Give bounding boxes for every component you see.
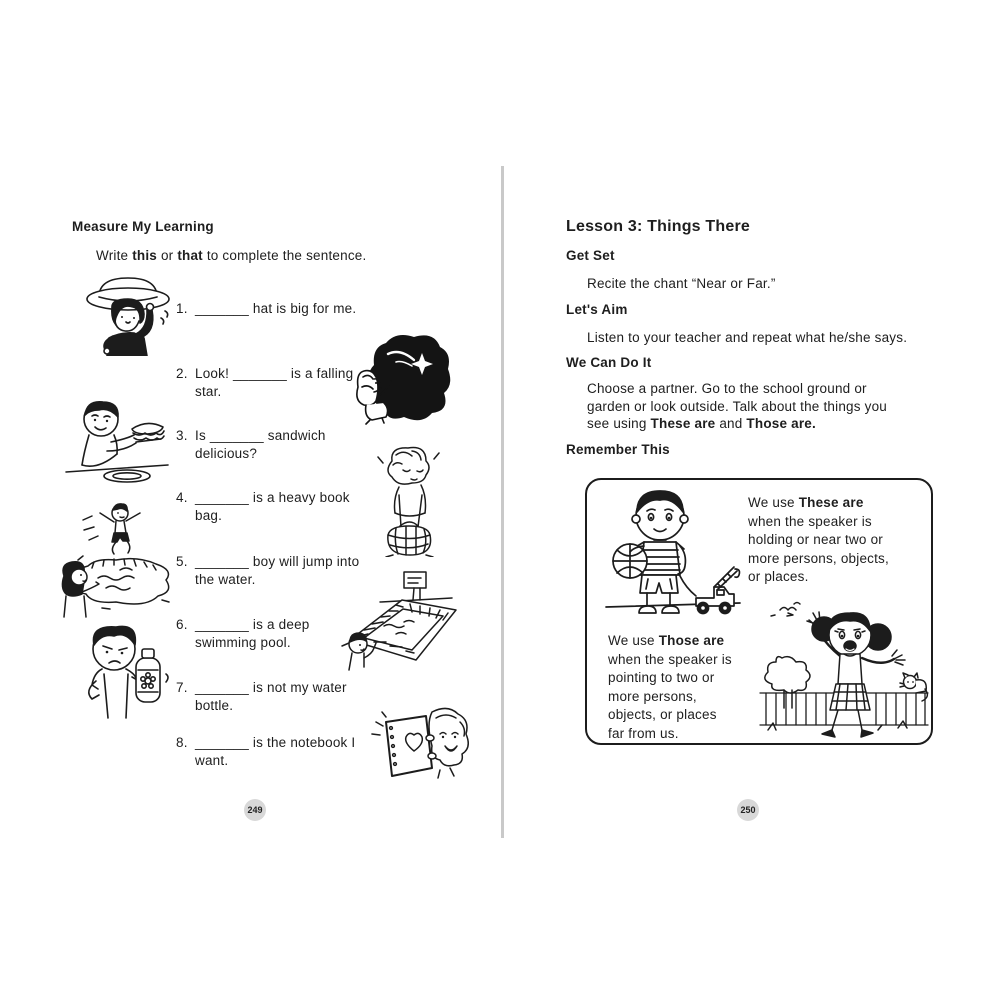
instruction-bold-this: this (132, 248, 158, 263)
illustration-girl-showing-notebook (370, 704, 470, 782)
body-text: Choose a partner. Go to the school ground or garden or look outside. Talk about the things you see using (587, 381, 887, 431)
item-text: _______ is not my water bottle. (195, 680, 347, 713)
item-text: Is _______ sandwich delicious? (195, 428, 326, 461)
exercise-instruction (96, 247, 366, 265)
these-are-rule (748, 494, 898, 587)
section-heading-get-set: Get Set (566, 248, 615, 263)
illustration-swimming-pool-with-sign (340, 560, 462, 672)
illustration-girl-near-fence-tree-and-cat (758, 596, 930, 744)
item-number: 6. (176, 617, 188, 632)
page-divider-line (501, 166, 504, 838)
get-set-body: Recite the chant “Near or Far.” (587, 276, 776, 291)
instruction-text: to complete the sentence. (202, 248, 367, 263)
item-text: _______ is the notebook I want. (195, 735, 356, 768)
page-number-badge-right: 250 (737, 799, 759, 821)
section-heading-remember-this: Remember This (566, 442, 670, 457)
item-number: 2. (176, 366, 188, 381)
exercise-item-8 (176, 734, 385, 770)
item-number: 3. (176, 428, 188, 443)
exercise-item-4 (176, 489, 380, 525)
item-text: Look! _______ is a falling star. (195, 366, 354, 399)
illustration-boy-jumping-into-water (58, 500, 176, 618)
exercise-item-1 (176, 300, 425, 318)
exercise-item-2 (176, 365, 375, 401)
exercise-item-7 (176, 679, 375, 715)
item-number: 1. (176, 301, 188, 316)
item-text: _______ is a deep swimming pool. (195, 617, 310, 650)
illustration-child-lifting-heavy-bag (366, 443, 452, 557)
item-number: 8. (176, 735, 188, 750)
lets-aim-body: Listen to your teacher and repeat what he/she says. (587, 330, 908, 345)
we-can-do-it-body (587, 380, 899, 433)
rule-text: We use (608, 633, 659, 648)
item-text: _______ hat is big for me. (195, 301, 357, 316)
section-heading-we-can-do-it: We Can Do It (566, 355, 652, 370)
rule-text: when the speaker is holding or near two or more persons, objects, or places. (748, 513, 889, 584)
exercise-item-6 (176, 616, 335, 652)
rule-bold-these-are: These are (798, 495, 864, 510)
illustration-boy-with-basketball-and-toy-truck (604, 486, 742, 624)
rule-bold-those-are: Those are (658, 633, 725, 648)
item-number: 4. (176, 490, 188, 505)
body-bold-those-are: Those are. (746, 416, 816, 431)
exercise-item-3 (176, 427, 355, 463)
those-are-rule (608, 632, 734, 743)
page-number-badge-left: 249 (244, 799, 266, 821)
item-text: _______ boy will jump into the water. (195, 554, 360, 587)
illustration-boy-trying-big-hat (84, 272, 172, 356)
illustration-boy-holding-sandwich (64, 394, 170, 486)
item-number: 5. (176, 554, 188, 569)
item-number: 7. (176, 680, 188, 695)
lesson-title: Lesson 3: Things There (566, 218, 750, 235)
section-heading-lets-aim: Let's Aim (566, 302, 628, 317)
rule-text: We use (748, 495, 799, 510)
illustration-boy-holding-water-bottle (74, 618, 174, 720)
body-bold-these-are: These are (650, 416, 716, 431)
item-text: _______ is a heavy book bag. (195, 490, 350, 523)
body-text: and (715, 416, 747, 431)
instruction-text: Write (96, 248, 133, 263)
rule-text: when the speaker is pointing to two or more persons, objects, or places far from us. (608, 651, 732, 741)
instruction-text: or (157, 248, 178, 263)
exercise-item-5 (176, 553, 360, 589)
illustration-girl-watching-falling-star (352, 331, 452, 425)
left-page-heading: Measure My Learning (72, 219, 214, 234)
instruction-bold-that: that (177, 248, 203, 263)
